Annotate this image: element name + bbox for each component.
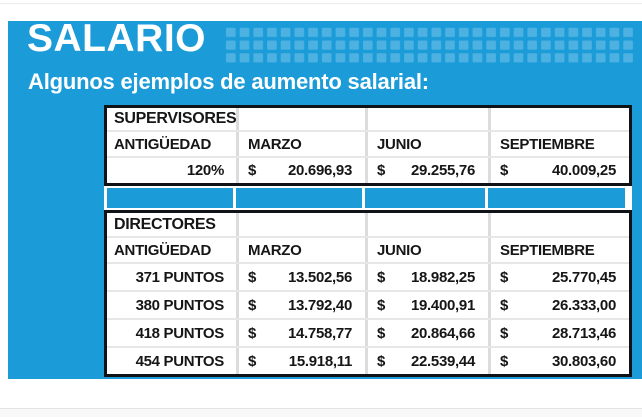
table-header-row (107, 236, 629, 262)
table-header-row (107, 130, 629, 156)
column-header-antiguedad: ANTIGÜEDAD (114, 241, 211, 259)
currency-symbol: $ (377, 296, 386, 314)
column-header-antiguedad: ANTIGÜEDAD (114, 135, 211, 153)
currency-symbol: $ (500, 352, 509, 370)
septiembre-value (488, 292, 629, 318)
column-header-septiembre: SEPTIEMBRE (488, 132, 629, 156)
table-title-row (107, 213, 629, 236)
junio-value (365, 264, 488, 290)
marzo-value (236, 320, 365, 346)
currency-symbol: $ (500, 268, 509, 286)
table-row (107, 290, 629, 318)
empty-cell (236, 213, 365, 236)
junio-value (365, 320, 488, 346)
marzo-value (236, 292, 365, 318)
antiguedad-value: 120% (186, 162, 224, 179)
column-header-septiembre: SEPTIEMBRE (488, 238, 629, 262)
marzo-value (236, 264, 365, 290)
septiembre-value (488, 264, 629, 290)
marzo-value (236, 158, 365, 183)
page-title: SALARIO (27, 17, 206, 60)
currency-symbol: $ (377, 324, 386, 342)
amount-value: 28.713,46 (551, 324, 616, 342)
currency-symbol: $ (500, 162, 509, 179)
blue-panel (8, 17, 642, 379)
currency-symbol: $ (500, 296, 509, 314)
currency-symbol: $ (377, 162, 386, 179)
empty-cell (236, 108, 365, 130)
table-row (107, 262, 629, 290)
amount-value: 25.770,45 (551, 268, 616, 286)
junio-value (365, 292, 488, 318)
amount-value: 20.864,66 (410, 324, 475, 342)
amount-value: 30.803,60 (551, 352, 616, 370)
currency-symbol: $ (248, 162, 257, 179)
antiguedad-value: 371 PUNTOS (135, 268, 224, 286)
amount-value: 15.918,11 (288, 352, 352, 370)
antiguedad-value: 380 PUNTOS (135, 296, 224, 314)
table-row (107, 156, 629, 183)
empty-cell (365, 213, 488, 236)
currency-symbol: $ (248, 268, 257, 286)
amount-value: 20.696,93 (287, 162, 352, 179)
gap-cell (107, 188, 233, 208)
table-row (107, 318, 629, 346)
column-header-marzo: MARZO (236, 238, 365, 262)
dots-pattern-decoration (224, 26, 634, 64)
empty-cell (488, 213, 629, 236)
amount-value: 13.502,56 (287, 268, 352, 286)
directores-table (104, 210, 632, 377)
junio-value (365, 348, 488, 374)
top-divider (0, 3, 642, 4)
marzo-value (236, 348, 365, 374)
page-subtitle: Algunos ejemplos de aumento salarial: (28, 69, 429, 94)
supervisores-table (104, 105, 632, 186)
amount-value: 29.255,76 (410, 162, 475, 179)
currency-symbol: $ (248, 352, 257, 370)
column-header-marzo: MARZO (236, 132, 365, 156)
column-header-junio: JUNIO (365, 238, 488, 262)
column-header-junio: JUNIO (365, 132, 488, 156)
gap-cell (236, 188, 362, 208)
gap-cell (365, 188, 485, 208)
currency-symbol: $ (248, 324, 257, 342)
empty-cell (365, 108, 488, 130)
amount-value: 19.400,91 (410, 296, 475, 314)
table-row (107, 346, 629, 374)
currency-symbol: $ (377, 352, 386, 370)
gap-cell (488, 188, 625, 208)
septiembre-value (488, 348, 629, 374)
amount-value: 22.539,44 (410, 352, 475, 370)
septiembre-value (488, 158, 629, 183)
amount-value: 14.758,77 (287, 324, 352, 342)
amount-value: 18.982,25 (410, 268, 475, 286)
table-gap (104, 186, 632, 210)
currency-symbol: $ (248, 296, 257, 314)
empty-cell (488, 108, 629, 130)
amount-value: 40.009,25 (551, 162, 616, 179)
currency-symbol: $ (377, 268, 386, 286)
septiembre-value (488, 320, 629, 346)
table-title: DIRECTORES (114, 215, 216, 233)
antiguedad-value: 454 PUNTOS (135, 352, 224, 370)
antiguedad-value: 418 PUNTOS (135, 324, 224, 342)
table-title-row (107, 108, 629, 130)
junio-value (365, 158, 488, 183)
currency-symbol: $ (500, 324, 509, 342)
table-title: SUPERVISORES (114, 110, 236, 127)
bottom-margin (0, 409, 642, 417)
amount-value: 26.333,00 (551, 296, 616, 314)
amount-value: 13.792,40 (287, 296, 352, 314)
